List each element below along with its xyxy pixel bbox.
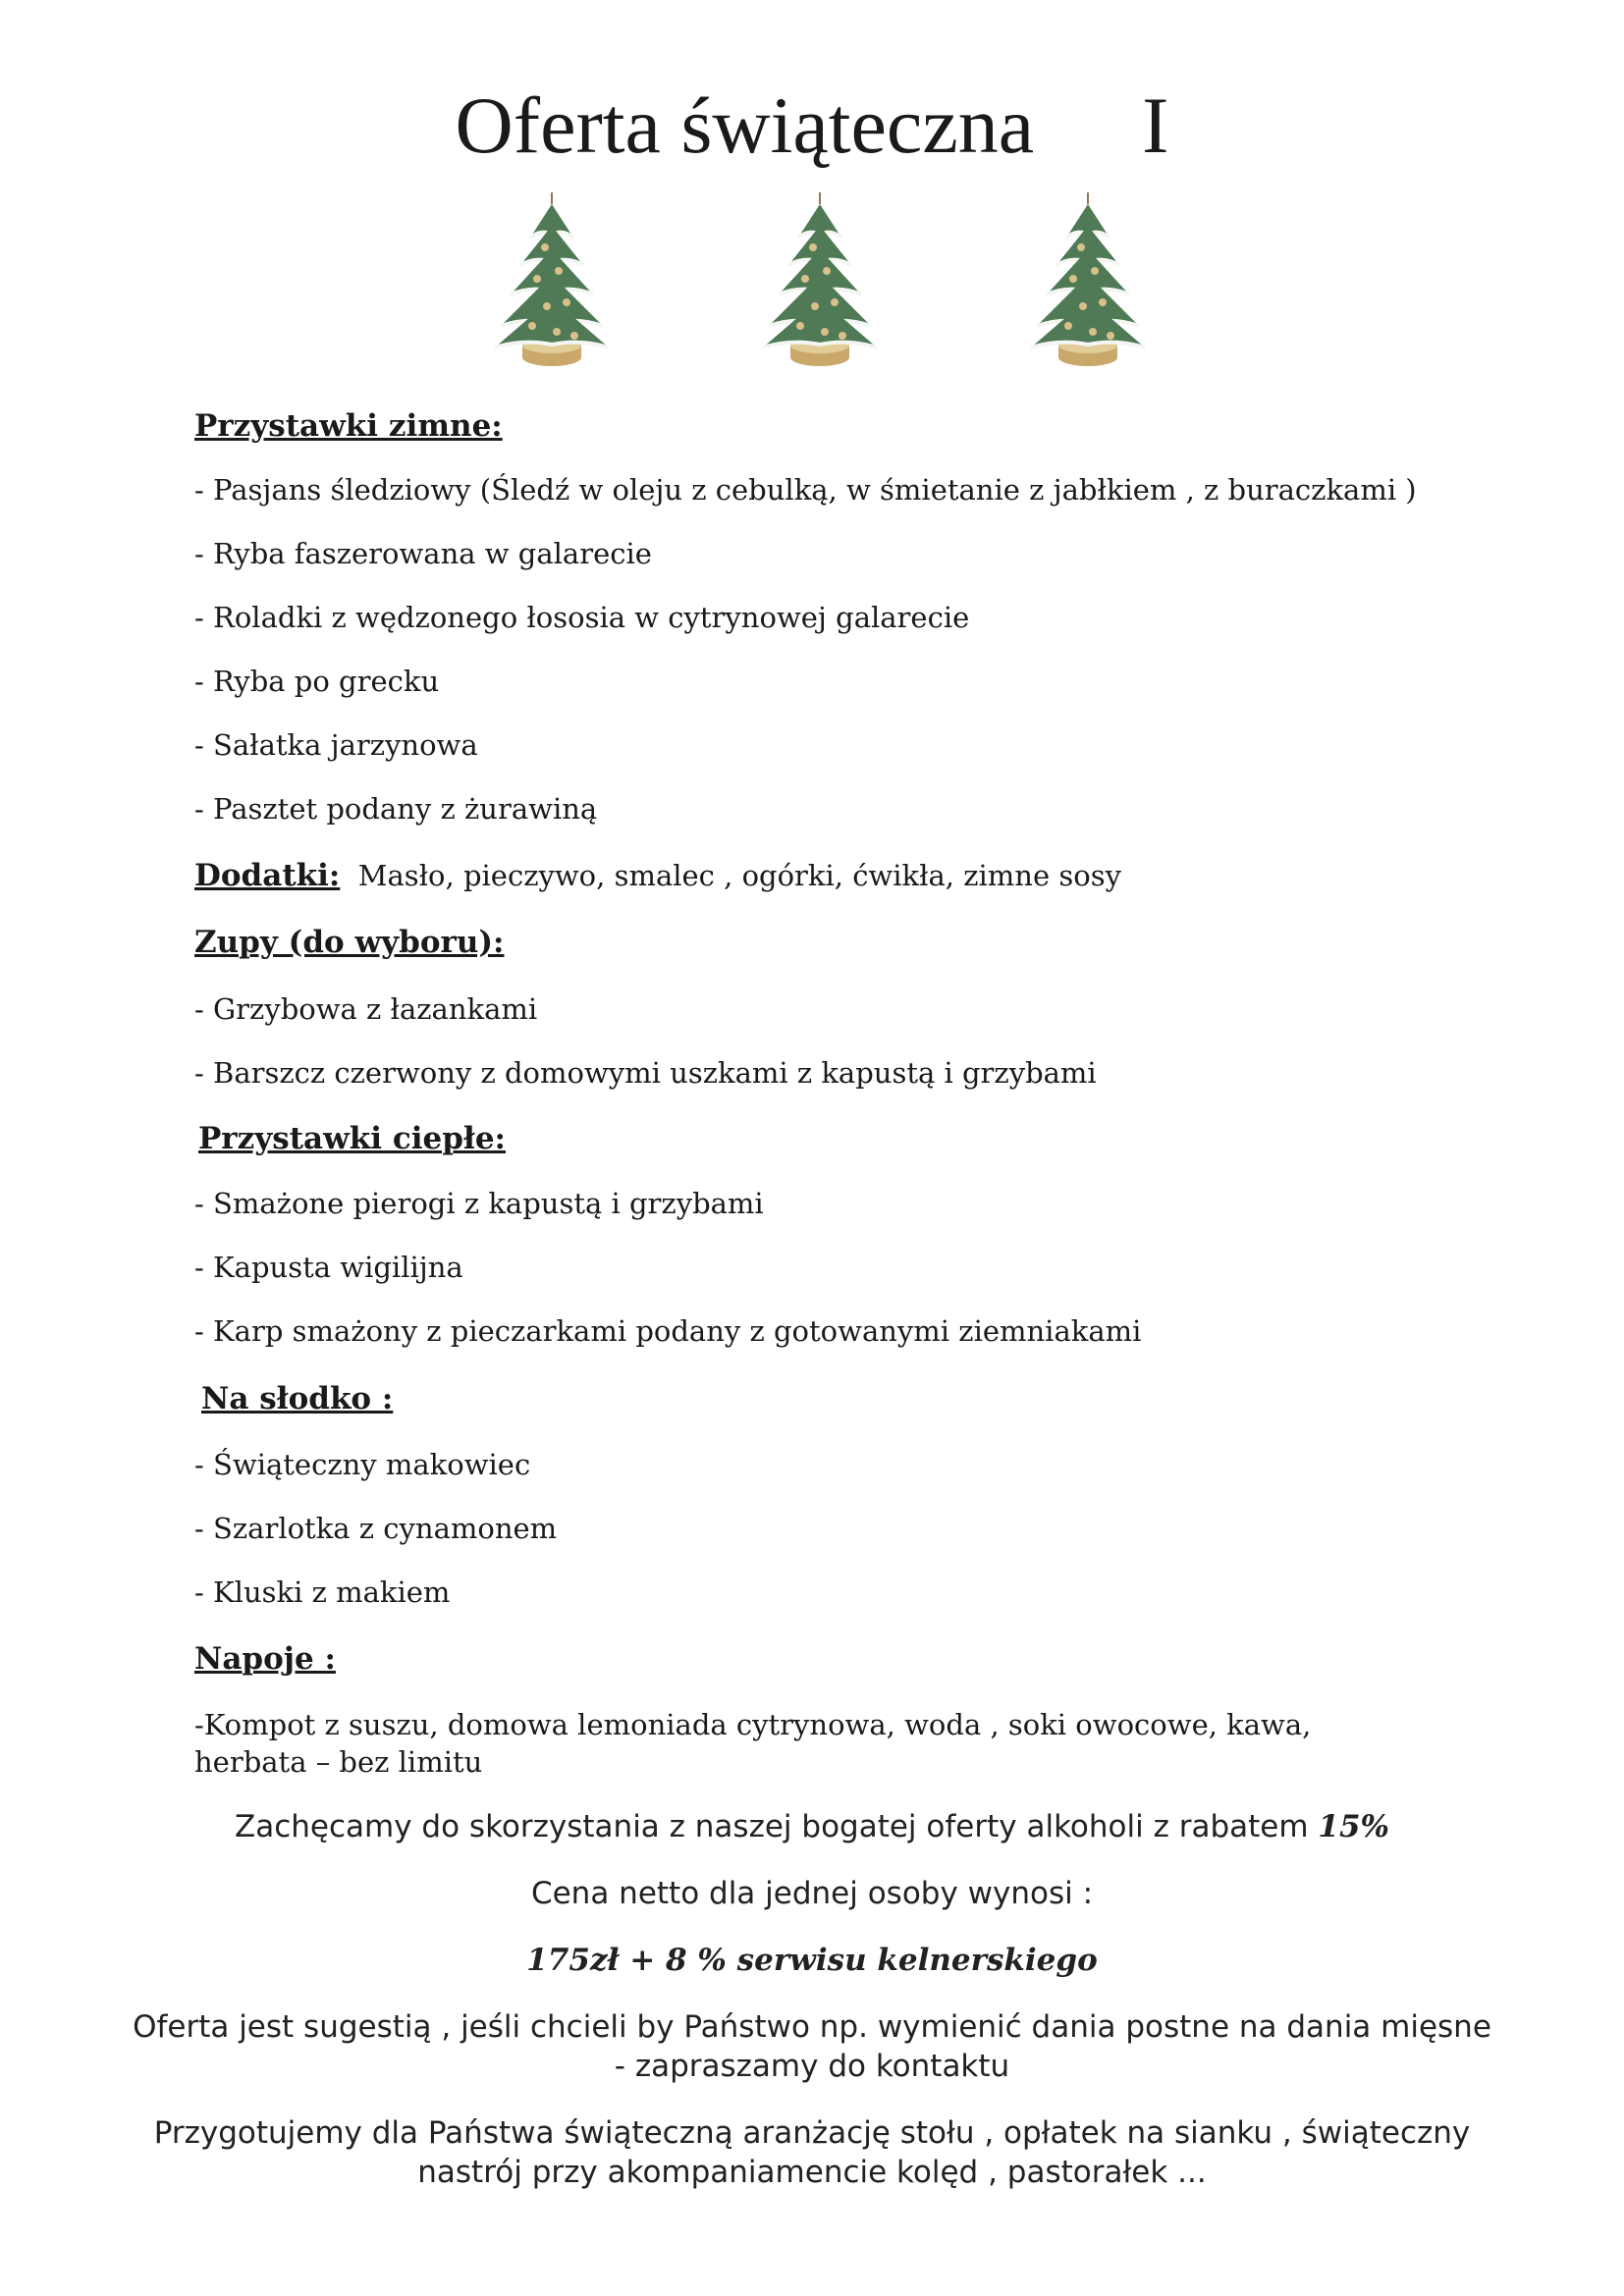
christmas-tree-candle-icon (756, 188, 884, 375)
christmas-tree-candle-icon (488, 188, 616, 375)
section-heading-cold: Przystawki zimne: (194, 408, 503, 444)
menu-item: - Roladki z wędzonego łososia w cytrynowej galarecie (194, 601, 970, 634)
section-heading-soups: Zupy (do wyboru): (194, 925, 505, 960)
menu-item: - Smażone pierogi z kapustą i grzybami (194, 1187, 764, 1220)
decoration-row (0, 188, 1624, 375)
menu-item: - Ryba faszerowana w galarecie (194, 537, 652, 570)
extras-line (194, 856, 1121, 895)
title-text: Oferta świąteczna (455, 80, 1035, 170)
menu-item: - Karp smażony z pieczarkami podany z gotowanymi ziemniakami (194, 1314, 1142, 1348)
menu-item: - Kapusta wigilijna (194, 1251, 463, 1284)
arrangement-line-1: Przygotujemy dla Państwa świąteczną aranżację stołu , opłatek na sianku , świąteczny (153, 2115, 1471, 2151)
arrangement-line-2: nastrój przy akompaniamencie kolęd , pastorałek ... (417, 2155, 1207, 2190)
offer-number: I (1142, 80, 1169, 170)
alcohol-offer (0, 1806, 1624, 1847)
section-heading-extras: Dodatki: (194, 858, 341, 893)
section-heading-sweet: Na słodko : (201, 1381, 394, 1416)
menu-item: - Świąteczny makowiec (194, 1448, 531, 1481)
alcohol-text: Zachęcamy do skorzystania z naszej bogatej oferty alkoholi z rabatem (234, 1809, 1309, 1844)
menu-item: - Pasztet podany z żurawiną (194, 792, 598, 826)
section-heading-hot: Przystawki ciepłe: (198, 1121, 506, 1156)
christmas-tree-candle-icon (1024, 188, 1152, 375)
menu-item: - Grzybowa z łazankami (194, 992, 538, 1026)
page-title (0, 77, 1624, 175)
menu-item: - Barszcz czerwony z domowymi uszkami z kapustą i grzybami (194, 1056, 1097, 1090)
menu-item: - Kluski z makiem (194, 1575, 451, 1609)
extras-text: Masło, pieczywo, smalec , ogórki, ćwikła, zimne sosy (357, 859, 1121, 892)
section-heading-drinks: Napoje : (194, 1641, 336, 1677)
menu-item: - Sałatka jarzynowa (194, 728, 478, 762)
menu-item: - Pasjans śledziowy (Śledź w oleju z cebulką, w śmietanie z jabłkiem , z buraczkami ) (194, 473, 1417, 507)
menu-item: - Szarlotka z cynamonem (194, 1512, 558, 1545)
alcohol-discount: 15% (1318, 1809, 1390, 1844)
price: 175zł + 8 % serwisu kelnerskiego (526, 1943, 1098, 1978)
menu-item: - Ryba po grecku (194, 665, 440, 698)
suggestion-line-2: - zapraszamy do kontaktu (614, 2049, 1010, 2084)
drinks-text: -Kompot z suszu, domowa lemoniada cytrynowa, woda , soki owocowe, kawa, herbata – bez limitu (194, 1708, 1312, 1779)
suggestion-line-1: Oferta jest sugestią , jeśli chcieli by Państwo np. wymienić dania postne na dania mięsne (133, 2009, 1491, 2045)
price-intro: Cena netto dla jednej osoby wynosi : (530, 1876, 1094, 1911)
